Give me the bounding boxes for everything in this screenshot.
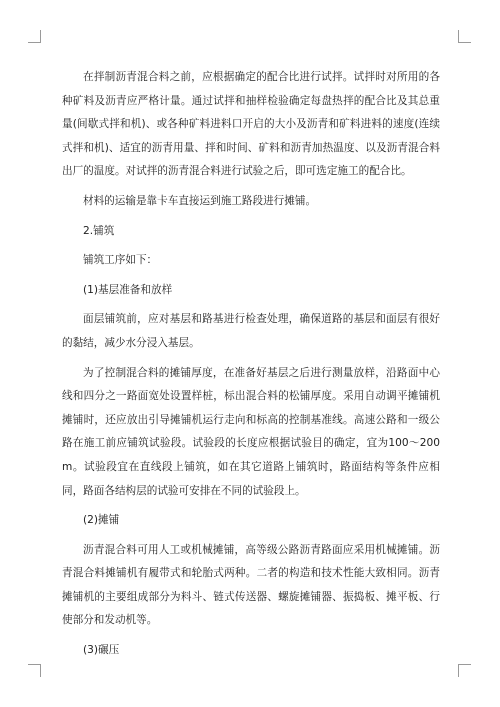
crop-mark-top-left: [28, 30, 41, 43]
crop-mark-bottom-right: [458, 664, 471, 677]
heading-rolling: (3)碾压: [83, 644, 120, 657]
paragraph-mix-trial: 在拌制沥青混合料之前，应根据确定的配合比进行试拌。试拌时对所用的各种矿料及沥青应严格计量。通过试拌和抽样检验确定每盘热拌的配合比及其总重量(间歇式拌和机)、或各种矿料进料口开启的大小及沥青和矿料进料的速度(连续式拌和机)、适宜的沥青用量、拌和时间、矿料和沥青加热温度、以及沥青混合料出厂的温度。对试拌的沥青混合料进行试验之后，即可选定施工的配合比。: [62, 71, 440, 178]
paragraph-layout-staking: 为了控制混合料的摊铺厚度，在准备好基层之后进行测量放样，沿路面中心线和四分之一路面宽处设置样桩，标出混合料的松铺厚度。采用自动调平摊铺机摊铺时，还应放出引导摊铺机运行走向和标高的控制基准线。高速公路和一级公路在施工前应铺筑试验段。试验段的长度应根据试验目的确定，宜为100～200m。试验段宜在直线段上铺筑，如在其它道路上铺筑时，路面结构等条件应相同，路面各结构层的试验可安排在不同的试验段上。: [62, 366, 440, 497]
crop-mark-bottom-left: [28, 664, 41, 677]
heading-base-prep: (1)基层准备和放样: [83, 283, 173, 296]
paragraph-spreading: 沥青混合料可用人工或机械摊铺，高等级公路沥青路面应采用机械摊铺。沥青混合料摊铺机有履带式和轮胎式两种。二者的构造和技术性能大致相同。沥青摊铺机的主要组成部分为料斗、链式传送器、螺旋摊铺器、振捣板、摊平板、行使部分和发动机等。: [62, 543, 440, 627]
paragraph-base-check: 面层铺筑前，应对基层和路基进行检查处理，确保道路的基层和面层有很好的黏结，减少水分浸入基层。: [62, 313, 440, 349]
document-body: [62, 66, 440, 663]
heading-paving: 2.铺筑: [83, 224, 115, 237]
paragraph-transport: 材料的运输是靠卡车直接运到施工路段进行摊铺。: [83, 194, 317, 207]
crop-mark-top-right: [458, 30, 471, 43]
paragraph-process-intro: 铺筑工序如下：: [83, 254, 158, 267]
heading-spreading: (2)摊铺: [83, 514, 120, 527]
